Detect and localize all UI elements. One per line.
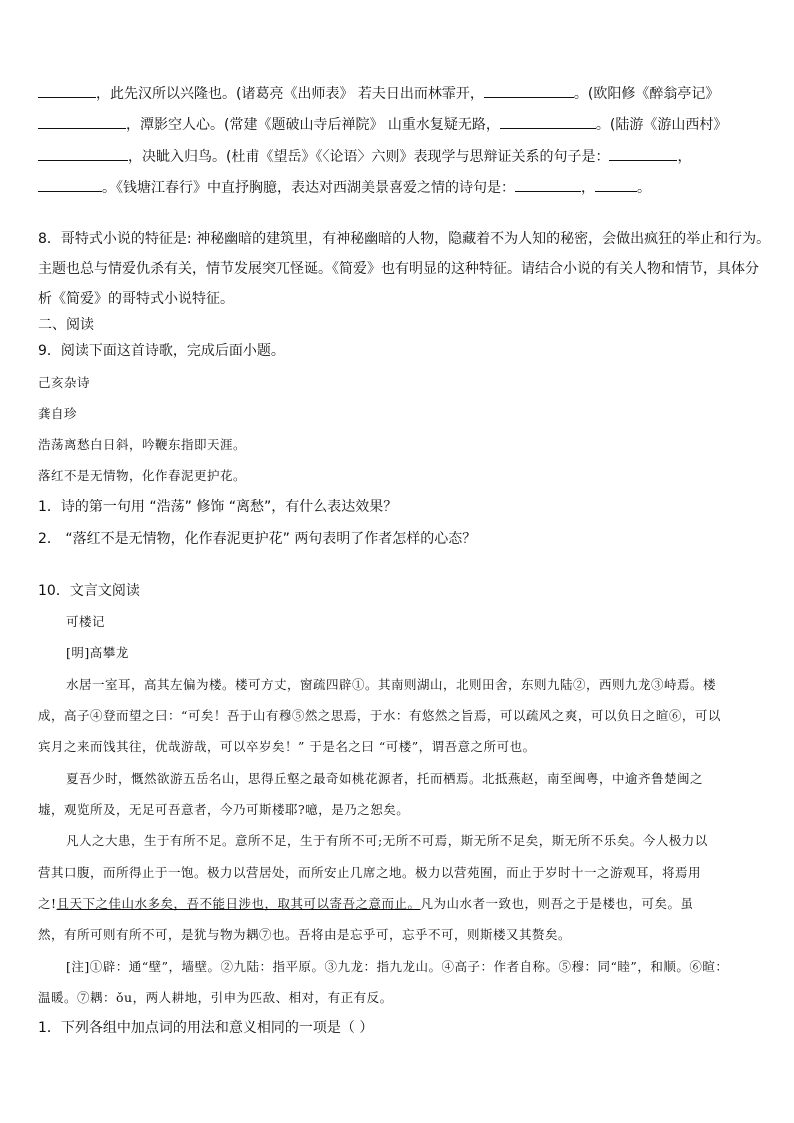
question-9-sub-1: 1．诗的第一句用 “浩荡” 修饰 “离愁”，有什么表达效果？	[38, 499, 398, 515]
fill-in-text: 。(陆游《游山西村》	[595, 117, 728, 133]
underlined-sentence: 且天下之佳山水多矣，吾不能日涉也，取其可以寄吾之意而止。	[56, 896, 421, 911]
footnote-line: [注]①辟：通“壁”，墙壁。②九陆：指平原。③九龙：指九龙山。④高子：作者自称。⑤穆：同“睦”，和顺。⑥暄：	[66, 959, 729, 974]
answer-blank[interactable]	[609, 146, 677, 161]
answer-blank[interactable]	[484, 83, 574, 98]
answer-blank[interactable]	[38, 114, 126, 129]
passage-line: 凡人之大患，生于有所不足。意所不足，生于有所不可;无所不可焉，斯无所不足矣，斯无所不乐矣。今人极力以	[66, 833, 708, 848]
passage-line	[38, 894, 694, 914]
fill-in-text: ，	[677, 149, 692, 165]
fill-in-line-2	[38, 114, 727, 135]
fill-in-line-1	[38, 83, 719, 104]
poem-line: 浩荡离愁白日斜，吟鞭东指即天涯。	[38, 437, 247, 452]
fill-in-text: 。《钱塘江春行》中直抒胸臆，表达对西湖美景喜爱之情的诗句是：	[102, 180, 515, 196]
poem-title: 己亥杂诗	[38, 375, 91, 390]
question-10-sub-1: 1．下列各组中加点词的用法和意义相同的一项是（ ）	[38, 1020, 374, 1036]
question-9-stem: 9．阅读下面这首诗歌，完成后面小题。	[38, 343, 285, 359]
fill-in-text: ，决眦入归鸟。(杜甫《望岳》《〈论语〉六则》表现学与思辩证关系的句子是：	[128, 149, 610, 165]
question-8-line: 析《简爱》的哥特式小说特征。	[38, 291, 234, 307]
section-heading: 二、阅读	[38, 317, 94, 333]
fill-in-line-4	[38, 177, 651, 198]
poem-author: 龚自珍	[38, 406, 78, 421]
passage-line: 水居一室耳，高其左偏为楼。楼可方丈，窗疏四辟①。其南则湖山，北则田舍，东则九陆②，西则九龙③峙焉。楼	[66, 677, 717, 692]
question-9-sub-2: 2． “落红不是无情物，化作春泥更护花” 两句表明了作者怎样的心态？	[38, 531, 477, 547]
passage-line: 然，有所可则有所不可，是犹与物为耦⑦也。吾将由是忘乎可，忘乎不可，则斯楼又其赘矣。	[38, 927, 572, 942]
question-10-stem: 10．文言文阅读	[38, 583, 140, 599]
passage-line: 夏吾少时，慨然欲游五岳名山，思得丘壑之最奇如桃花源者，托而栖焉。北抵燕赵，南至闽粤，中逾齐鲁楚闽之	[66, 771, 704, 786]
fill-in-text: 。	[637, 180, 651, 196]
fill-in-text: ，潭影空人心。(常建《题破山寺后禅院》 山重水复疑无路，	[126, 117, 500, 133]
poem-line: 落红不是无情物，化作春泥更护花。	[38, 468, 247, 483]
answer-blank[interactable]	[515, 177, 581, 192]
fill-in-text: ，此先汉所以兴隆也。(诸葛亮《出师表》 若夫日出而林霏开，	[96, 86, 484, 102]
passage-line: 墟，观览所及，无足可吾意者，今乃可斯楼耶?噫，是乃之恕矣。	[38, 802, 410, 817]
fill-in-text: 。(欧阳修《醉翁亭记》	[573, 86, 720, 102]
answer-blank[interactable]	[38, 177, 102, 192]
passage-line: 宾月之来而饯其往，优哉游哉，可以卒岁矣！” 于是名之曰 “可楼”，谓吾意之所可也。	[38, 739, 536, 754]
fill-in-line-3	[38, 146, 691, 167]
passage-text: 凡为山水者一致也，则吾之于是楼也，可矣。虽	[420, 896, 694, 911]
answer-blank[interactable]	[38, 146, 128, 161]
passage-line: 营其口腹，而所得止于一饱。极力以营居处，而所安止几席之地。极力以营苑囿，而止于岁时十一之游观耳，将焉用	[38, 865, 702, 880]
passage-text: 之!	[38, 896, 57, 911]
passage-line: 成，高子④登而望之曰：“可矣！吾于山有穆⑤然之思焉，于水：有悠然之旨焉，可以疏风之爽，可以负日之暄⑥，可以	[38, 708, 721, 723]
question-8-line: 8．哥特式小说的特征是: 神秘幽暗的建筑里，有神秘幽暗的人物，隐藏着不为人知的秘密，会做出疯狂的举止和行为。	[38, 231, 771, 247]
passage-title: 可楼记	[66, 614, 106, 629]
passage-author: [明]高攀龙	[66, 645, 129, 660]
answer-blank[interactable]	[38, 83, 96, 98]
answer-blank[interactable]	[500, 114, 596, 129]
question-8-line: 主题也总与情爱仇杀有关，情节发展突兀怪诞。《简爱》也有明显的这种特征。请结合小说的有关人物和情节，具体分	[38, 261, 759, 277]
footnote-line: 温暖。⑦耦：ǒu，两人耕地，引申为匹敌、相对，有正有反。	[38, 990, 393, 1005]
answer-blank[interactable]	[595, 177, 637, 192]
fill-in-text: ，	[581, 180, 595, 196]
